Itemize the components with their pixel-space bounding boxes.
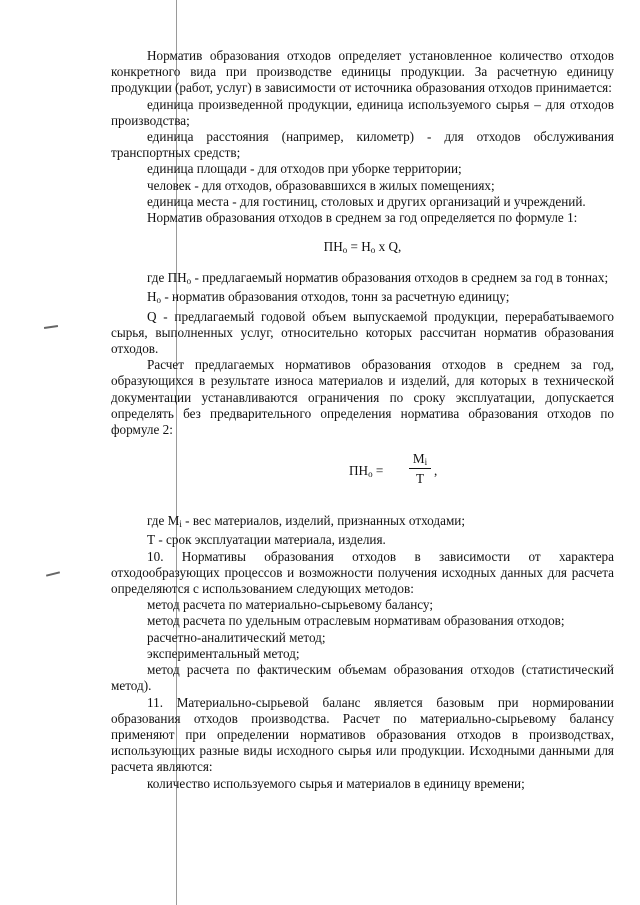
definition-text: - предлагаемый норматив образования отходов в среднем за год в тоннах; bbox=[191, 270, 609, 286]
definition bbox=[111, 270, 614, 289]
fraction-formula bbox=[349, 451, 489, 493]
definition-term: где ПН bbox=[147, 270, 187, 286]
list-item: расчетно-аналитический метод; bbox=[147, 629, 326, 645]
definition-term: где М bbox=[147, 513, 180, 529]
formula-subscript: о bbox=[368, 469, 373, 480]
list-item: человек - для отходов, образовавшихся в жилых помещениях; bbox=[147, 177, 495, 193]
formula-text: x Q, bbox=[375, 239, 402, 255]
definition-term: Н bbox=[147, 289, 157, 305]
formula-text: М bbox=[412, 451, 425, 467]
formula-subscript: о bbox=[370, 245, 376, 256]
formula-subscript: i bbox=[424, 457, 428, 468]
list-item: метод расчета по удельным отраслевым нормативам образования отходов; bbox=[147, 613, 565, 629]
formula-text: ПН bbox=[323, 239, 343, 255]
list-item: единица произведенной продукции, единица используемого сырья – для отходов производства; bbox=[111, 96, 614, 128]
definition bbox=[111, 513, 614, 532]
list-item: метод расчета по фактическим объемам образования отходов (статистический метод). bbox=[111, 662, 614, 694]
definition-text: - норматив образования отходов, тонн за расчетную единицу; bbox=[161, 289, 510, 305]
formula-subscript: о bbox=[186, 276, 192, 287]
paragraph: Норматив образования отходов определяет установленное количество отходов конкретного вида при производстве единицы продукции. За расчетную единицу продукции (работ, услуг) в зависимости от источника образования отходов принимается: bbox=[111, 48, 614, 96]
paragraph: Норматив образования отходов в среднем за год определяется по формуле 1: bbox=[147, 210, 578, 226]
fraction-denominator: Т bbox=[415, 471, 425, 487]
paragraph: 11. Материально-сырьевой баланс является базовым при нормировании образования отходов производства. Расчет по материально-сырьевому балансу применяют при определении нормативов образования отходов в производствах, использующих разные виды исходного сырья или продукции. Исходными данными для расчета являются: bbox=[111, 694, 614, 775]
formula-subscript: о bbox=[342, 245, 348, 256]
definition: Т - срок эксплуатации материала, изделия. bbox=[147, 532, 386, 548]
formula-2 bbox=[111, 451, 614, 493]
margin-mark bbox=[46, 571, 60, 576]
definition: Q - предлагаемый годовой объем выпускаемой продукции, перерабатываемого сырья, выполненных услуг, относительно которых рассчитан норматив образования отходов. bbox=[111, 308, 614, 357]
definition-text: - вес материалов, изделий, признанных отходами; bbox=[181, 513, 466, 529]
list-item: единица расстояния (например, километр) - для отходов обслуживания транспортных средств; bbox=[111, 129, 614, 161]
list-item: метод расчета по материально-сырьевому балансу; bbox=[147, 597, 434, 613]
paragraph: 10. Нормативы образования отходов в зависимости от характера отходообразующих процессов и возможности получения исходных данных для расчета определяются с использованием следующих методов: bbox=[111, 548, 614, 597]
margin-mark bbox=[44, 325, 58, 329]
formula-text: = bbox=[372, 463, 384, 479]
formula-text: , bbox=[434, 463, 438, 479]
formula-subscript: i bbox=[179, 519, 182, 530]
fraction-bar bbox=[409, 468, 431, 469]
formula-lhs bbox=[349, 463, 383, 482]
list-item: единица площади - для отходов при уборке территории; bbox=[147, 161, 462, 177]
paragraph: Расчет предлагаемых нормативов образования отходов в среднем за год, образующихся в результате износа материалов и изделий, для которых в технической документации устанавливаются ограничения по сроку эксплуатации, допускается определять без предварительного определения норматива образования отходов по формуле 2: bbox=[111, 357, 614, 438]
list-item: единица места - для гостиниц, столовых и других организаций и учреждений. bbox=[147, 193, 586, 209]
formula-subscript: о bbox=[156, 295, 162, 306]
formula-text: = Н bbox=[347, 239, 371, 255]
formula-1 bbox=[111, 236, 614, 258]
list-item: количество используемого сырья и материалов в единицу времени; bbox=[147, 775, 525, 791]
definition bbox=[111, 289, 614, 308]
formula-text: ПН bbox=[349, 463, 369, 479]
list-item: экспериментальный метод; bbox=[147, 645, 300, 661]
document-body bbox=[111, 48, 614, 792]
